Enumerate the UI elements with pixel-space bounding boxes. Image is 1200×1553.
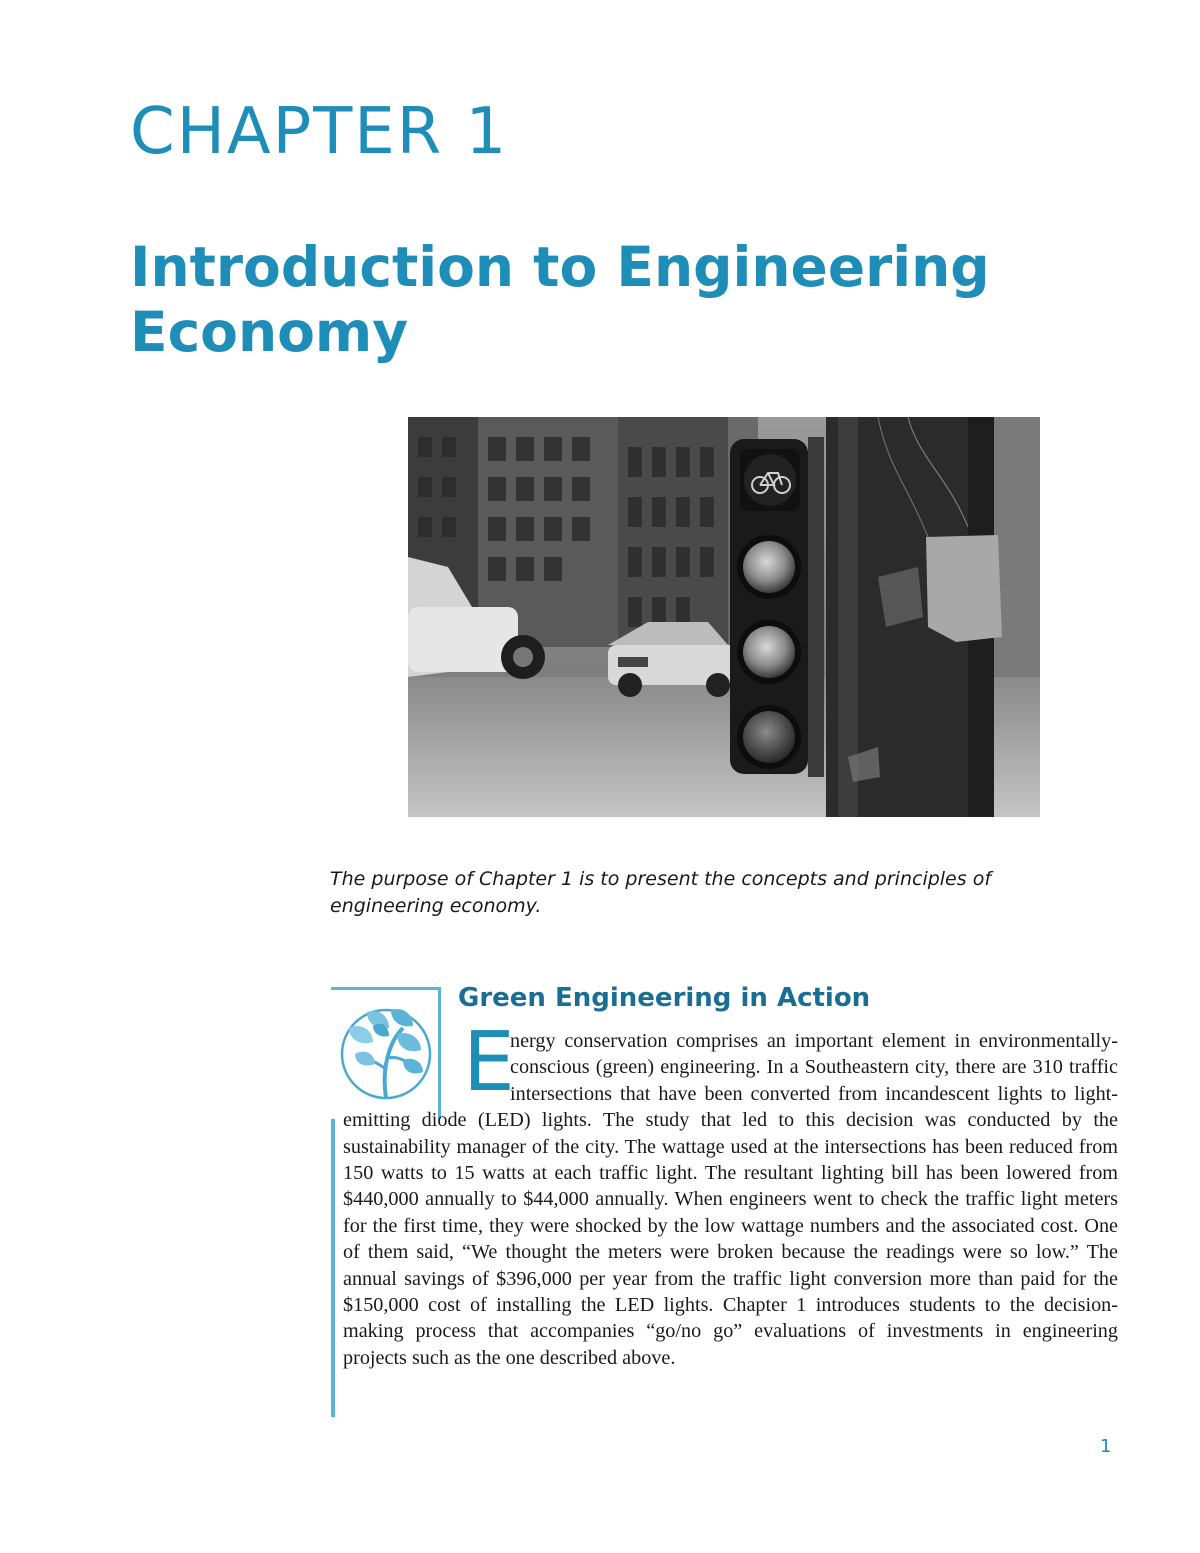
chapter-title: Introduction to Engineering Economy (130, 235, 990, 364)
green-box-heading: Green Engineering in Action (458, 983, 871, 1013)
chapter-label: CHAPTER 1 (130, 95, 509, 169)
green-box-body-text: nergy conservation comprises an important element in environmentally-conscious (green) engineering. In a Southeastern city, there are 310 traffic intersections that have been converted from incandescent lights to light-emitting diode (LED) lights. The study that led to this decision was conducted by the sustainability manager of the city. The wattage used at the intersections has been reduced from 150 watts to 15 watts at each traffic light. The resultant lighting bill has been lowered from $440,000 annually to $44,000 annually. When engineers went to check the traffic light meters for the first time, they were shocked by the low wattage numbers and the associated cost. One of them said, “We thought the meters were broken because the readings were so low.” The annual savings of $396,000 per year from the traffic light conversion more than paid for the $150,000 cost of installing the LED lights. Chapter 1 introduces students to the decision-making process that accompanies “go/no go” evaluations of investments in engineering projects such as the one described above. (343, 1030, 1118, 1369)
drop-cap: E (463, 1015, 515, 1110)
green-box-body (343, 1028, 1118, 1371)
page-number: 1 (1100, 1436, 1112, 1457)
traffic-light-photo (408, 417, 1040, 817)
chapter-purpose-text: The purpose of Chapter 1 is to present the concepts and principles of engineering economy. (330, 868, 992, 917)
